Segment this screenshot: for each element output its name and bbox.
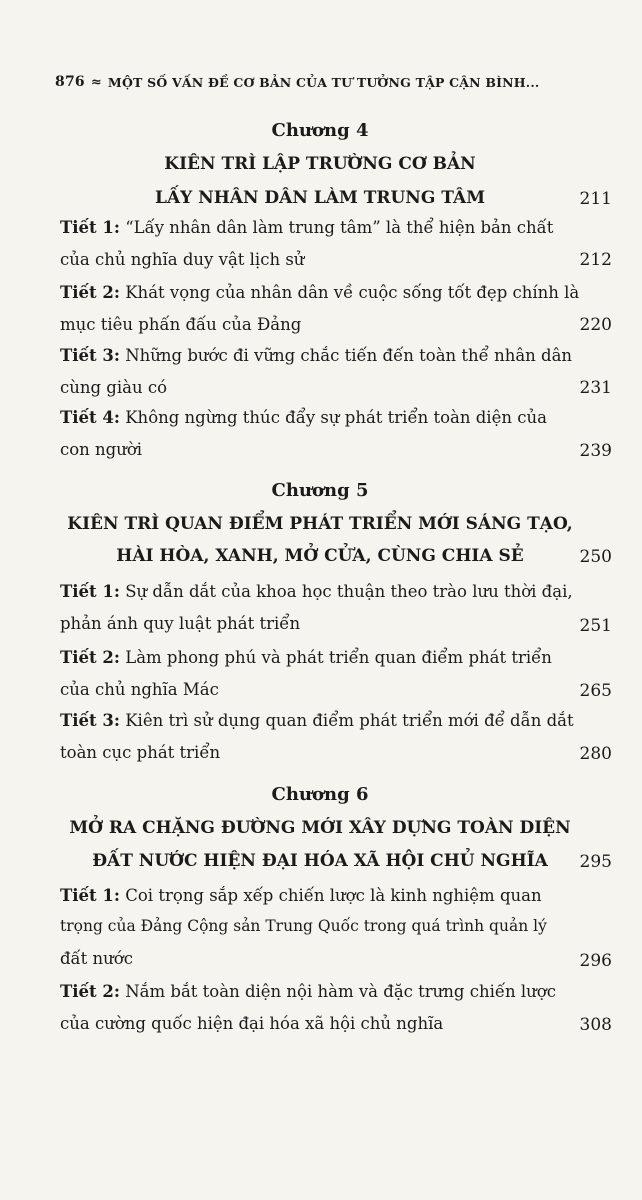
ornament-icon: ≈ bbox=[90, 74, 102, 90]
toc-entry bbox=[60, 982, 556, 1001]
chapter-page: 250 bbox=[579, 547, 612, 567]
section-label: Tiết 2: bbox=[60, 648, 120, 667]
section-text: Không ngừng thúc đẩy sự phát triển toàn diện của bbox=[125, 408, 547, 427]
section-text: mục tiêu phấn đấu của Đảng bbox=[60, 315, 302, 334]
section-label: Tiết 3: bbox=[60, 346, 120, 365]
section-text: Làm phong phú và phát triển quan điểm phát triển bbox=[125, 648, 552, 667]
section-page: 239 bbox=[579, 441, 612, 461]
section-page: 296 bbox=[579, 951, 612, 971]
section-text: của chủ nghĩa Mác bbox=[60, 680, 219, 699]
section-text: của chủ nghĩa duy vật lịch sử bbox=[60, 250, 305, 269]
section-page: 220 bbox=[579, 315, 612, 335]
section-text: Sự dẫn dắt của khoa học thuận theo trào lưu thời đại, bbox=[125, 582, 573, 601]
chapter-title-line: HÀI HÒA, XANH, MỞ CỬA, CÙNG CHIA SẺ bbox=[116, 546, 524, 566]
section-label: Tiết 1: bbox=[60, 582, 120, 601]
section-text: cùng giàu có bbox=[60, 378, 168, 397]
section-text: toàn cục phát triển bbox=[60, 743, 221, 762]
section-text: Nắm bắt toàn diện nội hàm và đặc trưng chiến lược bbox=[125, 982, 556, 1001]
chapter-title-line: ĐẤT NƯỚC HIỆN ĐẠI HÓA XÃ HỘI CHỦ NGHĨA bbox=[92, 851, 548, 871]
section-text: Khát vọng của nhân dân về cuộc sống tốt đẹp chính là bbox=[125, 283, 580, 302]
chapter-title-line: KIÊN TRÌ LẬP TRƯỜNG CƠ BẢN bbox=[164, 154, 476, 174]
chapter-title-line: MỞ RA CHẶNG ĐƯỜNG MỚI XÂY DỰNG TOÀN DIỆN bbox=[69, 818, 571, 838]
section-label: Tiết 2: bbox=[60, 982, 120, 1001]
toc-entry bbox=[60, 886, 542, 905]
chapter-label: Chương 4 bbox=[271, 120, 369, 141]
section-label: Tiết 1: bbox=[60, 886, 120, 905]
toc-entry bbox=[60, 711, 574, 730]
chapter-label: Chương 5 bbox=[271, 480, 369, 501]
section-text: Coi trọng sắp xếp chiến lược là kinh nghiệm quan bbox=[125, 886, 542, 905]
section-text: phản ánh quy luật phát triển bbox=[60, 614, 301, 633]
section-label: Tiết 2: bbox=[60, 283, 120, 302]
chapter-label: Chương 6 bbox=[271, 784, 369, 805]
section-text: trọng của Đảng Cộng sản Trung Quốc trong quá trình quản lý bbox=[60, 917, 547, 935]
running-title: MỘT SỐ VẤN ĐỀ CƠ BẢN CỦA TƯ TƯỞNG TẬP CẬN BÌNH... bbox=[107, 74, 540, 90]
section-label: Tiết 3: bbox=[60, 711, 120, 730]
toc-entry bbox=[60, 582, 573, 601]
chapter-page: 295 bbox=[579, 852, 612, 872]
section-text: Kiên trì sử dụng quan điểm phát triển mới để dẫn dắt bbox=[125, 711, 574, 730]
toc-entry bbox=[60, 346, 572, 365]
section-label: Tiết 4: bbox=[60, 408, 120, 427]
section-page: 308 bbox=[579, 1015, 612, 1035]
chapter-page: 211 bbox=[579, 189, 612, 209]
running-header bbox=[55, 74, 615, 90]
section-text: Những bước đi vững chắc tiến đến toàn thể nhân dân bbox=[125, 346, 573, 365]
section-page: 251 bbox=[579, 616, 612, 636]
toc-entry bbox=[60, 218, 553, 237]
section-text: của cường quốc hiện đại hóa xã hội chủ nghĩa bbox=[60, 1014, 444, 1033]
section-page: 265 bbox=[579, 681, 612, 701]
toc-entry bbox=[60, 408, 547, 427]
section-page: 212 bbox=[579, 250, 612, 270]
section-text: “Lấy nhân dân làm trung tâm” là thể hiện bản chất bbox=[125, 218, 554, 237]
section-page: 231 bbox=[579, 378, 612, 398]
section-page: 280 bbox=[579, 744, 612, 764]
page-number: 876 bbox=[55, 74, 85, 90]
section-label: Tiết 1: bbox=[60, 218, 120, 237]
section-text: con người bbox=[60, 440, 143, 459]
section-text: đất nước bbox=[60, 949, 133, 968]
toc-entry bbox=[60, 283, 579, 302]
chapter-title-line: LẤY NHÂN DÂN LÀM TRUNG TÂM bbox=[154, 188, 486, 208]
chapter-title-line: KIÊN TRÌ QUAN ĐIỂM PHÁT TRIỂN MỚI SÁNG TẠO, bbox=[67, 514, 573, 534]
toc-entry bbox=[60, 648, 552, 667]
